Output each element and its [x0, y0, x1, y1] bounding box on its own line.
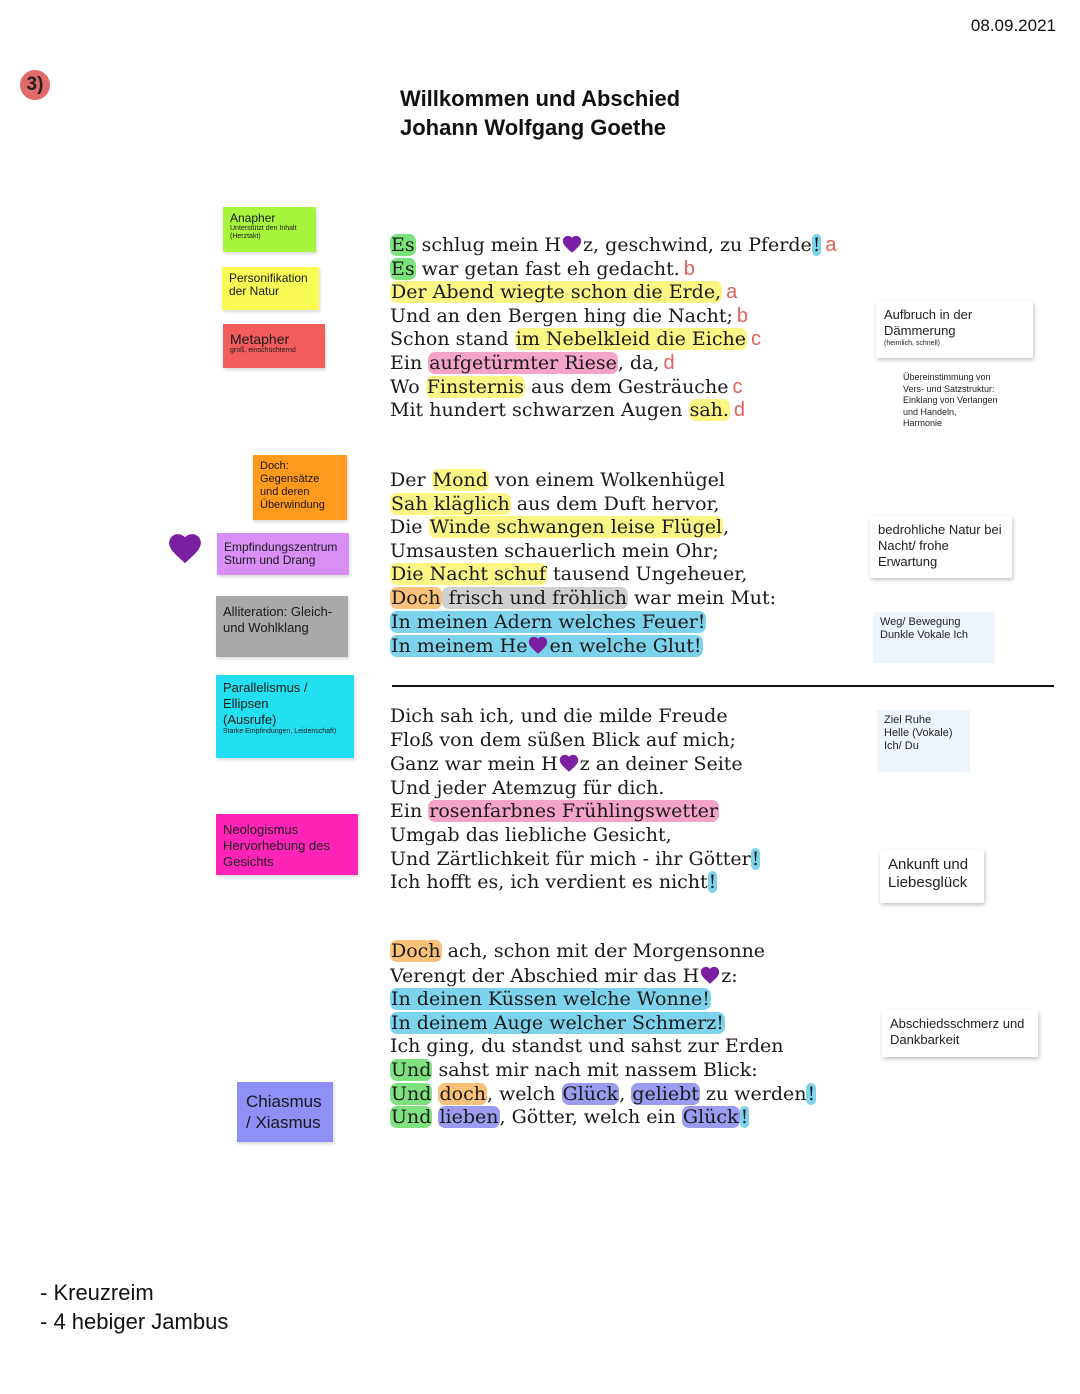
text-segment: z an deiner Seite	[579, 753, 743, 776]
text-segment: Und Zärtlichkeit für mich - ihr Götter	[390, 847, 751, 870]
stanza-1	[390, 233, 837, 423]
legend-chiasmus-label: Chiasmus / Xiasmus	[246, 1092, 322, 1132]
legend-empfindung-label: Empfindungszentrum Sturm und Drang	[224, 540, 338, 567]
poem-line	[390, 1035, 816, 1059]
annotation-ankunft	[880, 850, 984, 903]
footer-notes	[40, 1278, 228, 1336]
annotation-aufbruch	[876, 301, 1033, 358]
anapher-highlight: Und	[391, 1058, 432, 1081]
poem-line	[390, 800, 760, 824]
divider-line	[392, 685, 1054, 687]
exclamation-highlight: !	[740, 1106, 749, 1129]
poem-line	[390, 587, 776, 611]
section-number-badge: 3)	[20, 70, 50, 100]
text-segment: Verengt der Abschied mir das H	[390, 964, 700, 987]
rhyme-letter: d	[733, 399, 746, 422]
stanza-2	[390, 469, 776, 659]
legend-anapher-label: Anapher	[230, 211, 276, 225]
poem-line	[390, 940, 816, 964]
poem-line	[390, 705, 760, 729]
legend-neologismus	[216, 814, 358, 875]
text-segment: , da,	[617, 351, 660, 374]
title-line-1: Willkommen und Abschied	[400, 86, 681, 111]
text-segment: Und jeder Atemzug für dich.	[390, 776, 665, 799]
text-segment: Ein	[390, 800, 429, 823]
purple-heart-icon	[166, 529, 204, 572]
poem-line	[390, 611, 776, 635]
exclamation-highlight: !	[807, 1082, 816, 1105]
legend-personifikation	[222, 267, 319, 310]
footer-item-kreuzreim: - Kreuzreim	[40, 1280, 154, 1305]
text-segment: Umsausten schauerlich mein Ohr;	[390, 539, 719, 562]
text-segment: en welche Glut!	[549, 635, 702, 658]
rhyme-letter: a	[726, 281, 738, 304]
poem-line	[390, 634, 776, 659]
metapher-highlight: aufgetürmter Riese	[429, 351, 617, 374]
text-segment: Die	[390, 516, 429, 539]
poem-line	[390, 469, 776, 493]
text-segment: aus dem Duft hervor,	[510, 492, 720, 515]
text-segment: , Götter, welch ein	[499, 1106, 682, 1129]
text-segment: ach, schon mit der Morgensonne	[441, 940, 766, 962]
rhyme-letter: b	[736, 304, 748, 327]
text-segment: Schon stand	[390, 328, 515, 351]
poem-line	[390, 871, 760, 895]
legend-alliteration	[216, 596, 348, 657]
poem-line	[390, 328, 837, 352]
text-segment: schlug mein H	[415, 234, 561, 256]
stanza-4	[390, 940, 816, 1130]
poem-line	[390, 258, 837, 282]
anapher-highlight: Es	[391, 257, 415, 280]
anapher-highlight: Und	[391, 1106, 432, 1129]
poem-line	[390, 281, 837, 305]
heart-icon	[561, 233, 583, 255]
legend-empfindung	[217, 533, 349, 575]
page-title	[400, 84, 680, 142]
legend-parallelismus-label: Parallelismus / Ellipsen (Ausrufe)	[223, 680, 308, 727]
text-segment: ,	[723, 516, 730, 539]
poem-line	[390, 729, 760, 753]
doch-highlight: Doch	[391, 586, 441, 609]
legend-neologismus-label: Neologismus Hervorhebung des Gesichts	[223, 822, 330, 869]
text-segment: Wo	[390, 375, 426, 398]
personifikation-highlight: Winde schwangen leise Flügel	[429, 516, 723, 539]
poem-line	[390, 540, 776, 564]
rhyme-letter: b	[683, 257, 695, 280]
poem-line	[390, 824, 760, 848]
poem-line	[390, 964, 816, 989]
footer-item-jambus: - 4 hebiger Jambus	[40, 1309, 229, 1334]
date-label: 08.09.2021	[970, 16, 1056, 35]
legend-metapher-label: Metapher	[230, 331, 290, 347]
poem-line	[390, 777, 760, 801]
text-segment: Dich sah ich, und die milde Freude	[390, 705, 728, 727]
poem-line	[390, 848, 760, 872]
chiasmus-highlight: Glück	[562, 1082, 619, 1105]
legend-anapher	[223, 207, 316, 252]
personifikation-highlight: sah.	[689, 399, 729, 422]
poem-line	[390, 305, 837, 329]
heart-icon	[527, 634, 549, 656]
personifikation-highlight: Die Nacht schuf	[391, 563, 546, 586]
poem-line	[390, 493, 776, 517]
neologismus-highlight: rosenfarbnes Frühlingswetter	[429, 800, 719, 823]
legend-doch	[253, 455, 347, 520]
parallelismus-highlight	[390, 635, 703, 657]
rhyme-letter: a	[825, 234, 837, 256]
text-segment: Ganz war mein H	[390, 753, 558, 776]
text-segment: z, geschwind, zu Pferde	[583, 234, 812, 256]
parallelismus-highlight: In deinem Auge welcher Schmerz!	[391, 1011, 724, 1034]
poem-line	[390, 399, 837, 423]
text-segment: von einem Wolkenhügel	[488, 469, 725, 491]
chiasmus-highlight: geliebt	[632, 1082, 699, 1105]
annotation-uebereinstimmung: Übereinstimmung von Vers- und Satzstruktur: Einklang von Verlangen und Handeln, Harmonie	[903, 372, 998, 428]
legend-alliteration-label: Alliteration: Gleich- und Wohlklang	[223, 604, 333, 635]
legend-parallelismus-sub: Starke Empfindungen, Leidenschaft)	[223, 728, 337, 735]
rhyme-letter: d	[663, 351, 675, 374]
legend-metapher-sub: groß, einschüchternd	[230, 347, 296, 354]
personifikation-highlight: Finsternis	[426, 375, 524, 398]
poem-line	[390, 516, 776, 540]
annotation-abschied	[882, 1010, 1038, 1057]
stanza-3	[390, 705, 760, 895]
poem-line	[390, 352, 837, 376]
personifikation-highlight: Mond	[432, 469, 488, 491]
annotation-aufbruch-sub: (heimlich, schnell)	[884, 340, 941, 347]
text-segment: Mit hundert schwarzen Augen	[390, 399, 689, 422]
text-segment: sahst mir nach mit nassem Blick:	[432, 1058, 758, 1081]
personifikation-highlight: Der Abend wiegte schon die Erde,	[391, 281, 722, 304]
text-segment: Ich hofft es, ich verdient es nicht	[390, 871, 708, 894]
text-segment: Floß von dem süßen Blick auf mich;	[390, 728, 736, 751]
exclamation-highlight: !	[812, 234, 821, 256]
annotation-bedrohlich	[870, 516, 1012, 578]
annotation-weg-text: Weg/ Bewegung Dunkle Vokale Ich	[880, 616, 969, 641]
text-segment: tausend Ungeheuer,	[547, 563, 748, 586]
text-segment: In meinem He	[391, 635, 528, 658]
title-line-2: Johann Wolfgang Goethe	[400, 115, 667, 140]
doch-highlight: doch	[439, 1082, 486, 1105]
parallelismus-highlight: In deinen Küssen welche Wonne!	[391, 988, 710, 1011]
personifikation-highlight: Sah kläglich	[391, 492, 510, 515]
text-segment: Der	[390, 469, 432, 491]
poem-line	[390, 563, 776, 587]
legend-doch-label: Doch: Gegensätze und deren Überwindung	[260, 460, 325, 511]
text-segment: aus dem Gesträuche	[525, 375, 729, 398]
heart-icon	[558, 752, 580, 774]
legend-anapher-sub: Unterstützt den Inhalt (Herztakt)	[230, 225, 297, 240]
annotation-ziel-text: Ziel Ruhe Helle (Vokale) Ich/ Du	[884, 714, 953, 752]
text-segment: ,	[619, 1082, 632, 1105]
annotation-aufbruch-title: Aufbruch in der Dämmerung	[884, 307, 973, 338]
parallelismus-highlight: In meinen Adern welches Feuer!	[391, 610, 706, 633]
heart-icon	[699, 964, 721, 986]
text-segment: war mein Mut:	[627, 586, 777, 609]
text-segment: Ich ging, du standst und sahst zur Erden	[390, 1035, 784, 1058]
poem-line	[390, 988, 816, 1012]
legend-parallelismus	[216, 675, 354, 758]
personifikation-highlight: im Nebelkleid die Eiche	[515, 328, 746, 351]
exclamation-highlight: !	[751, 847, 760, 870]
exclamation-highlight: !	[708, 871, 717, 894]
anapher-highlight: Es	[391, 234, 415, 256]
poem-line	[390, 1106, 816, 1130]
poem-line	[390, 1059, 816, 1083]
annotation-abschied-text: Abschiedsschmerz und Dankbarkeit	[890, 1016, 1025, 1047]
chiasmus-highlight: Glück	[682, 1106, 739, 1129]
annotation-bedrohlich-text: bedrohliche Natur bei Nacht/ frohe Erwartung	[878, 522, 1002, 569]
poem-line	[390, 233, 837, 258]
poem-line	[390, 1083, 816, 1107]
legend-chiasmus	[237, 1082, 333, 1142]
legend-metapher	[223, 324, 325, 368]
annotation-weg	[873, 612, 995, 663]
text-segment: war getan fast eh gedacht.	[415, 257, 680, 280]
poem-line	[390, 376, 837, 400]
text-segment: Und an den Bergen hing die Nacht;	[390, 304, 733, 327]
text-segment: , welch	[486, 1082, 562, 1105]
annotation-ankunft-text: Ankunft und Liebesglück	[888, 856, 969, 891]
rhyme-letter: c	[750, 328, 761, 351]
doch-highlight: Doch	[391, 940, 441, 962]
chiasmus-highlight: lieben	[439, 1106, 499, 1129]
text-segment: Umgab das liebliche Gesicht,	[390, 823, 672, 846]
text-segment: zu werden	[699, 1082, 807, 1105]
annotation-ziel	[877, 710, 970, 772]
poem-line	[390, 752, 760, 777]
alliteration-highlight: frisch und fröhlich	[442, 586, 627, 609]
text-segment: z:	[721, 964, 738, 987]
anapher-highlight: Und	[391, 1082, 432, 1105]
rhyme-letter: c	[732, 375, 743, 398]
legend-personifikation-label: Personifikation der Natur	[229, 271, 308, 298]
text-segment: Ein	[390, 351, 429, 374]
poem-line	[390, 1012, 816, 1036]
